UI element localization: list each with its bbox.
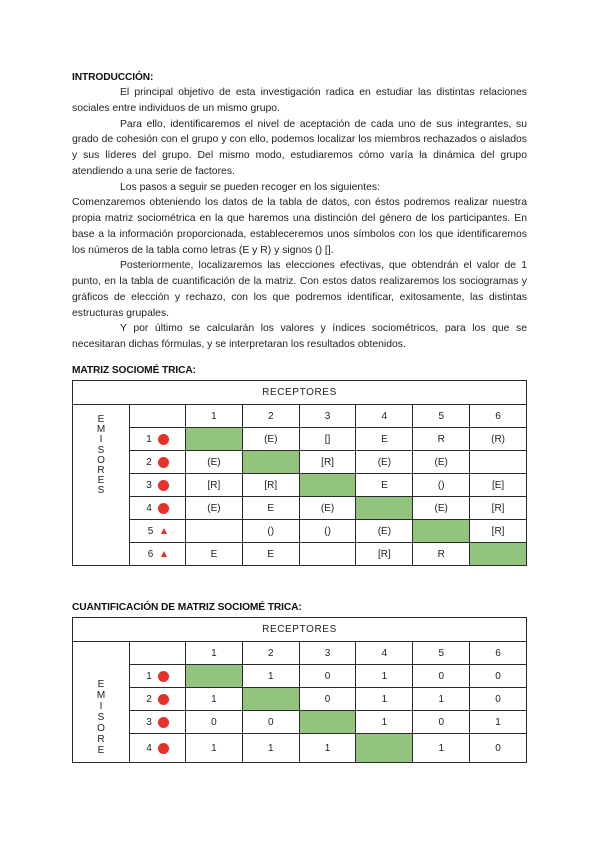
table-row xyxy=(73,497,527,520)
table-row xyxy=(73,543,527,566)
emitter-cell: 3 xyxy=(130,711,186,734)
matrix-cell: [R] xyxy=(299,451,356,474)
matrix-cell: E xyxy=(186,543,243,566)
score-cell: 0 xyxy=(470,734,527,763)
score-cell: 0 xyxy=(186,711,243,734)
column-header: 5 xyxy=(413,405,470,428)
column-header: 6 xyxy=(470,405,527,428)
diagonal-cell xyxy=(299,711,356,734)
matrix-cell: (E) xyxy=(413,451,470,474)
sociometric-matrix-table xyxy=(72,380,527,566)
emitters-label-cell xyxy=(73,405,130,566)
matrix-cell: (E) xyxy=(186,451,243,474)
matrix-cell: () xyxy=(413,474,470,497)
matrix-cell: () xyxy=(299,520,356,543)
column-header: 4 xyxy=(356,642,413,665)
score-cell: 0 xyxy=(242,711,299,734)
intro-paragraph-2: Para ello, identificaremos el nivel de aceptación de cada uno de sus integrantes, su grado de cohesión con el grupo y con ello, podemos localizar los miembros rechazados o aislados y sus líderes del grupo. Del mismo modo, estudiaremos cómo varía la dinámica del grupo atendiendo a una serie de factores. xyxy=(72,118,527,177)
score-cell: 0 xyxy=(470,688,527,711)
table-row xyxy=(73,734,527,763)
matrix-cell: (R) xyxy=(470,428,527,451)
column-header: 1 xyxy=(186,405,243,428)
intro-paragraph-3: Los pasos a seguir se pueden recoger en los siguientes: xyxy=(120,181,380,193)
column-header: 2 xyxy=(242,405,299,428)
female-circle-icon xyxy=(158,434,169,445)
diagonal-cell xyxy=(186,665,243,688)
score-cell: 1 xyxy=(356,711,413,734)
table-row xyxy=(73,711,527,734)
diagonal-cell xyxy=(470,543,527,566)
diagonal-cell xyxy=(186,428,243,451)
matrix-cell xyxy=(470,451,527,474)
intro-heading: INTRODUCCIÓN: xyxy=(72,72,154,83)
intro-paragraph-5: Posteriormente, localizaremos las elecciones efectivas, que obtendrán el valor de 1 punto, en la tabla de cuantificación de la matriz. Con estos datos realizaremos los sociogramas y gráficos de elección y rechazo, con los que podremos identificar, exitosamente, las distintas estructuras grupales. xyxy=(72,260,527,319)
female-circle-icon xyxy=(158,671,169,682)
female-circle-icon xyxy=(158,457,169,468)
emitter-cell: 4 xyxy=(130,497,186,520)
score-cell: 1 xyxy=(186,734,243,763)
score-cell: 0 xyxy=(470,665,527,688)
score-cell: 1 xyxy=(413,688,470,711)
score-cell: 1 xyxy=(186,688,243,711)
diagonal-cell xyxy=(242,451,299,474)
table-row xyxy=(73,451,527,474)
matrix-cell: [R] xyxy=(242,474,299,497)
female-circle-icon xyxy=(158,480,169,491)
diagonal-cell xyxy=(242,688,299,711)
female-circle-icon xyxy=(158,743,169,754)
matrix-cell: (E) xyxy=(186,497,243,520)
receptors-header: RECEPTORES xyxy=(73,381,527,405)
matrix-cell: (E) xyxy=(299,497,356,520)
table-row xyxy=(73,520,527,543)
intro-paragraph-1: El principal objetivo de esta investigación radica en estudiar las distintas relaciones sociales entre individuos de un mismo grupo. xyxy=(72,87,527,114)
intro-paragraph-6: Y por último se calcularán los valores y índices sociométricos, para los que se necesitaran dichas fórmulas, y se interpretaran los resultados obtenidos. xyxy=(72,323,527,350)
matrix-cell xyxy=(299,543,356,566)
column-header: 4 xyxy=(356,405,413,428)
score-cell: 1 xyxy=(356,688,413,711)
female-circle-icon xyxy=(158,717,169,728)
emitters-vertical-label: E M I S O R E xyxy=(96,679,106,756)
diagonal-cell xyxy=(299,474,356,497)
intro-paragraph-4: Comenzaremos obteniendo los datos de la tabla de datos, con éstos podremos realizar nuestra propia matriz sociométrica en la que haremos una distinción del género de los participantes. En base a la información proporcionada, estableceremos unos símbolos con los que identificaremos los números de la tabla como letras (E y R) y signos () []. xyxy=(72,197,527,256)
table-row xyxy=(73,665,527,688)
column-header: 3 xyxy=(299,405,356,428)
matrix-cell: (E) xyxy=(242,428,299,451)
corner-cell xyxy=(130,642,186,665)
column-header: 2 xyxy=(242,642,299,665)
table-row xyxy=(73,688,527,711)
score-cell: 0 xyxy=(413,665,470,688)
emitter-cell: 1 xyxy=(130,428,186,451)
receptors-header: RECEPTORES xyxy=(73,618,527,642)
matrix-cell: R xyxy=(413,543,470,566)
score-cell: 0 xyxy=(299,688,356,711)
diagonal-cell xyxy=(413,520,470,543)
emitter-cell: 6 xyxy=(130,543,186,566)
matrix-cell: E xyxy=(356,428,413,451)
emitter-cell: 2 xyxy=(130,451,186,474)
male-triangle-icon xyxy=(161,528,167,534)
score-cell: 1 xyxy=(356,665,413,688)
score-cell: 1 xyxy=(299,734,356,763)
female-circle-icon xyxy=(158,694,169,705)
emitter-cell: 3 xyxy=(130,474,186,497)
table-row xyxy=(73,474,527,497)
matrix-cell: (E) xyxy=(413,497,470,520)
matrix-cell: [R] xyxy=(470,497,527,520)
score-cell: 1 xyxy=(242,665,299,688)
score-cell: 1 xyxy=(413,734,470,763)
quantification-matrix-table xyxy=(72,617,527,763)
emitter-cell: 5 xyxy=(130,520,186,543)
score-cell: 1 xyxy=(470,711,527,734)
emitter-cell: 4 xyxy=(130,734,186,763)
emitter-cell: 1 xyxy=(130,665,186,688)
matrix-heading: MATRIZ SOCIOMÉ TRICA: xyxy=(72,365,196,376)
column-header: 1 xyxy=(186,642,243,665)
matrix-cell: R xyxy=(413,428,470,451)
emitter-cell: 2 xyxy=(130,688,186,711)
emitters-vertical-label: E M I S O R E S xyxy=(96,414,106,497)
corner-cell xyxy=(130,405,186,428)
matrix-cell: (E) xyxy=(356,451,413,474)
score-cell: 0 xyxy=(413,711,470,734)
column-header: 5 xyxy=(413,642,470,665)
diagonal-cell xyxy=(356,734,413,763)
matrix-cell: [R] xyxy=(470,520,527,543)
matrix-cell: [] xyxy=(299,428,356,451)
matrix-cell: E xyxy=(356,474,413,497)
matrix-cell: E xyxy=(242,497,299,520)
intro-body xyxy=(72,85,527,353)
female-circle-icon xyxy=(158,503,169,514)
matrix-cell: [E] xyxy=(470,474,527,497)
matrix-cell: [R] xyxy=(186,474,243,497)
column-header: 6 xyxy=(470,642,527,665)
score-cell: 0 xyxy=(299,665,356,688)
score-cell: 1 xyxy=(242,734,299,763)
matrix-cell: (E) xyxy=(356,520,413,543)
matrix-cell: () xyxy=(242,520,299,543)
matrix-cell xyxy=(186,520,243,543)
matrix-cell: E xyxy=(242,543,299,566)
table-row xyxy=(73,428,527,451)
quant-heading: CUANTIFICACIÓN DE MATRIZ SOCIOMÉ TRICA: xyxy=(72,602,302,613)
male-triangle-icon xyxy=(161,551,167,557)
column-header: 3 xyxy=(299,642,356,665)
matrix-cell: [R] xyxy=(356,543,413,566)
diagonal-cell xyxy=(356,497,413,520)
emitters-label-cell xyxy=(73,642,130,763)
